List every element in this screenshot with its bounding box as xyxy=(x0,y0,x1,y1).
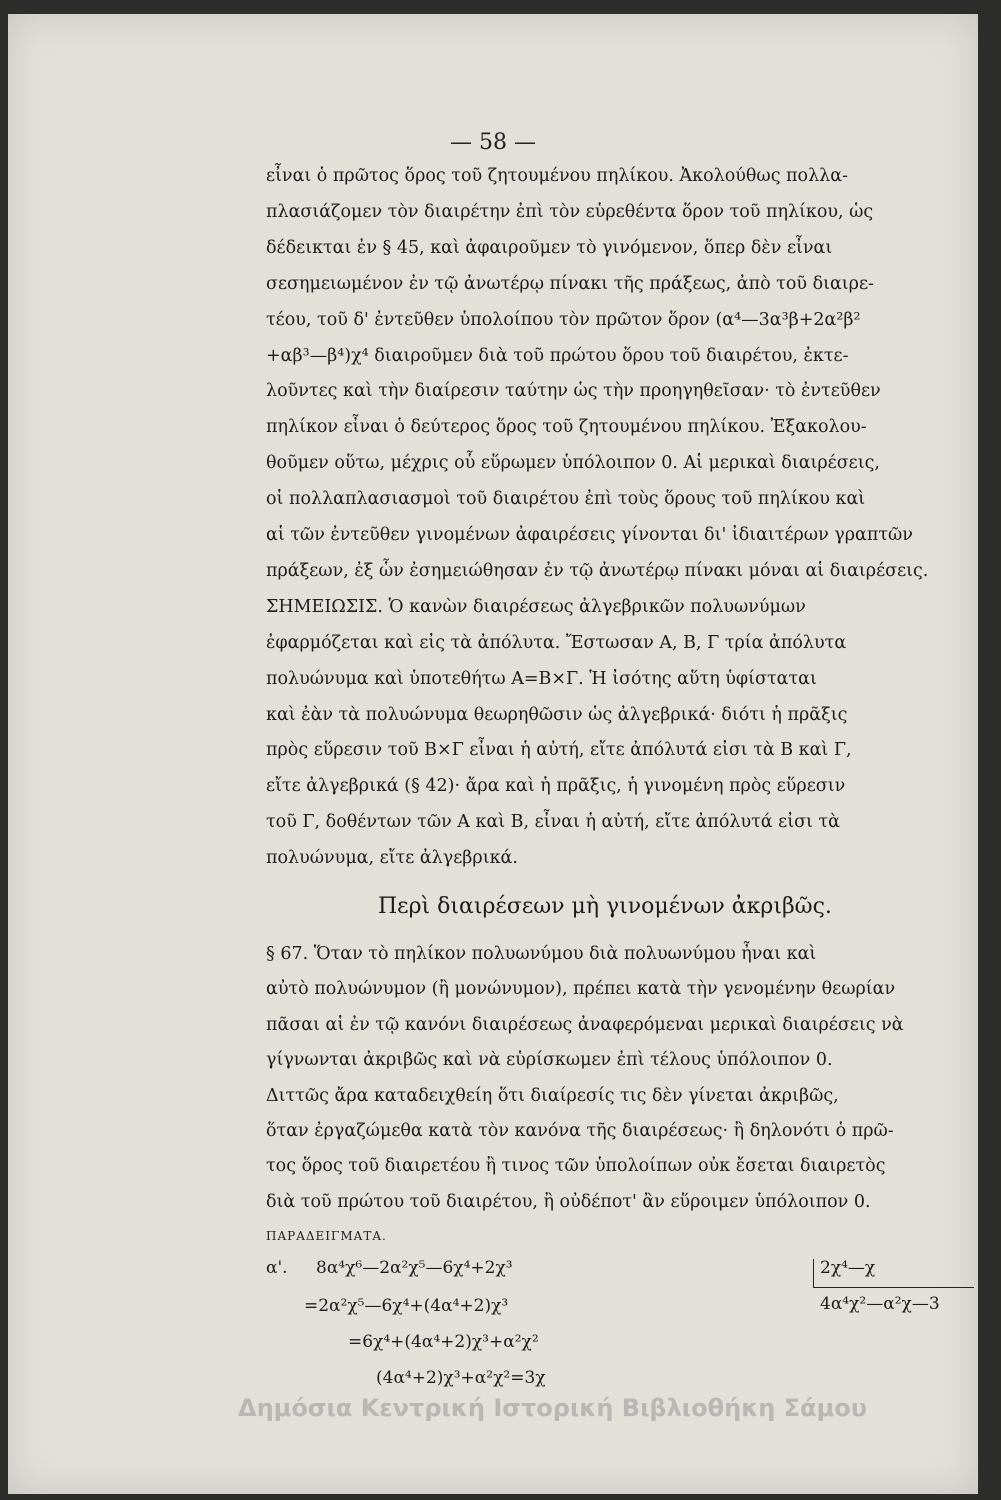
text-line: πλασιάζομεν τὸν διαιρέτην ἐπὶ τὸν εὑρεθέντα ὅρον τοῦ πηλίκου, ὡς xyxy=(266,201,874,222)
text-line: τος ὅρος τοῦ διαιρετέου ἢ τινος τῶν ὑπολοίπων οὐκ ἔσεται διαιρετὸς xyxy=(266,1156,886,1177)
example-step-2: =6χ⁴+(4α⁴+2)χ³+α²χ² xyxy=(348,1332,539,1352)
text-line: πολυώνυμα καὶ ὑποτεθήτω Α=Β×Γ. Ἡ ἰσότης αὕτη ὑφίσταται xyxy=(266,668,817,689)
text-line: δέδεικται ἐν § 45, καὶ ἀφαιροῦμεν τὸ γινόμενον, ὅπερ δὲν εἶναι xyxy=(266,237,833,258)
text-line: σεσημειωμένον ἐν τῷ ἀνωτέρῳ πίνακι τῆς πράξεως, ἀπὸ τοῦ διαιρε- xyxy=(266,273,874,294)
example-divisor: 2χ⁴—χ xyxy=(820,1258,876,1278)
text-line: § 67. Ὅταν τὸ πηλίκον πολυωνύμου διὰ πολυωνύμου ἦναι καὶ xyxy=(266,944,817,964)
example-marker: α'. xyxy=(266,1258,288,1278)
text-line: καὶ ἐὰν τὰ πολυώνυμα θεωρηθῶσιν ὡς ἀλγεβρικά· διότι ἡ πρᾶξις xyxy=(266,704,848,725)
text-line: +αβ³—β⁴)χ⁴ διαιροῦμεν διὰ τοῦ πρώτου ὅρου τοῦ διαιρέτου, ἐκτε- xyxy=(266,345,849,366)
text-line: πολυώνυμα, εἴτε ἀλγεβρικά. xyxy=(266,848,518,869)
text-line: Διττῶς ἄρα καταδειχθείη ὅτι διαίρεσίς τις δὲν γίνεται ἀκριβῶς, xyxy=(266,1085,839,1106)
text-line: λοῦντες καὶ τὴν διαίρεσιν ταύτην ὡς τὴν προηγηθεῖσαν· τὸ ἐντεῦθεν xyxy=(266,381,881,402)
example-quotient: 4α⁴χ²—α²χ—3 xyxy=(820,1294,940,1314)
text-line: γίγνωνται ἀκριβῶς καὶ νὰ εὑρίσκωμεν ἐπὶ τέλους ὑπόλοιπον 0. xyxy=(266,1050,833,1071)
example-step-3: (4α⁴+2)χ³+α²χ²=3χ xyxy=(376,1368,546,1388)
text-line: ΣΗΜΕΙΩΣΙΣ. Ὁ κανὼν διαιρέσεως ἀλγεβρικῶν πολυωνύμων xyxy=(266,596,806,617)
text-line: αὐτὸ πολυώνυμον (ἢ μονώνυμον), πρέπει κατὰ τὴν γενομένην θεωρίαν xyxy=(266,979,896,1000)
text-line: διὰ τοῦ πρώτου τοῦ διαιρέτου, ἢ οὐδέποτ' ἂν εὕροιμεν ὑπόλοιπον 0. xyxy=(266,1191,871,1212)
text-line: εἴτε ἀλγεβρικά (§ 42)· ἄρα καὶ ἡ πρᾶξις, ἡ γινομένη πρὸς εὕρεσιν xyxy=(266,776,846,797)
library-watermark: Δημόσια Κεντρική Ιστορική Βιβλιοθήκη Σάμου xyxy=(238,1394,867,1422)
example-dividend: 8α⁴χ⁶—2α²χ⁵—6χ⁴+2χ³ xyxy=(316,1258,513,1278)
text-line: τέου, τοῦ δ' ἐντεῦθεν ὑπολοίπου τὸν πρῶτον ὅρον (α⁴—3α³β+2α²β² xyxy=(266,309,861,330)
book-page xyxy=(8,14,978,1494)
text-line: εἶναι ὁ πρῶτος ὅρος τοῦ ζητουμένου πηλίκου. Ἀκολούθως πολλα- xyxy=(266,166,849,186)
text-line: ὅταν ἐργαζώμεθα κατὰ τὸν κανόνα τῆς διαιρέσεως· ἢ δηλονότι ὁ πρῶ- xyxy=(266,1121,894,1141)
text-line: ἐφαρμόζεται καὶ εἰς τὰ ἀπόλυτα. Ἔστωσαν Α, Β, Γ τρία ἀπόλυτα xyxy=(266,632,847,653)
examples-label: ΠΑΡΑΔΕΙΓΜΑΤΑ. xyxy=(266,1229,387,1243)
section-heading: Περὶ διαιρέσεων μὴ γινομένων ἀκριβῶς. xyxy=(378,894,832,919)
text-line: αἱ τῶν ἐντεῦθεν γινομένων ἀφαιρέσεις γίνονται δι' ἰδιαιτέρων γραπτῶν xyxy=(266,525,913,545)
text-line: θοῦμεν οὕτω, μέχρις οὗ εὕρωμεν ὑπόλοιπον 0. Αἱ μερικαὶ διαιρέσεις, xyxy=(266,453,880,474)
text-line: τοῦ Γ, δοθέντων τῶν Α καὶ Β, εἶναι ἡ αὐτή, εἴτε ἀπόλυτά εἰσι τὰ xyxy=(266,812,840,833)
text-line: πράξεων, ἐξ ὧν ἐσημειώθησαν ἐν τῷ ἀνωτέρῳ πίνακι μόναι αἱ διαιρέσεις. xyxy=(266,560,929,581)
text-line: οἱ πολλαπλασιασμοὶ τοῦ διαιρέτου ἐπὶ τοὺς ὅρους τοῦ πηλίκου καὶ xyxy=(266,489,866,510)
example-step-1: =2α²χ⁵—6χ⁴+(4α⁴+2)χ³ xyxy=(304,1296,509,1316)
text-line: πρὸς εὕρεσιν τοῦ Β×Γ εἶναι ἡ αὐτή, εἴτε ἀπόλυτά εἰσι τὰ Β καὶ Γ, xyxy=(266,740,852,761)
text-line: πᾶσαι αἱ ἐν τῷ κανόνι διαιρέσεως ἀναφερόμεναι μερικαὶ διαιρέσεις νὰ xyxy=(266,1014,904,1035)
page-number: — 58 — xyxy=(450,130,536,155)
text-line: πηλίκον εἶναι ὁ δεύτερος ὅρος τοῦ ζητουμένου πηλίκου. Ἐξακολου- xyxy=(266,417,867,438)
